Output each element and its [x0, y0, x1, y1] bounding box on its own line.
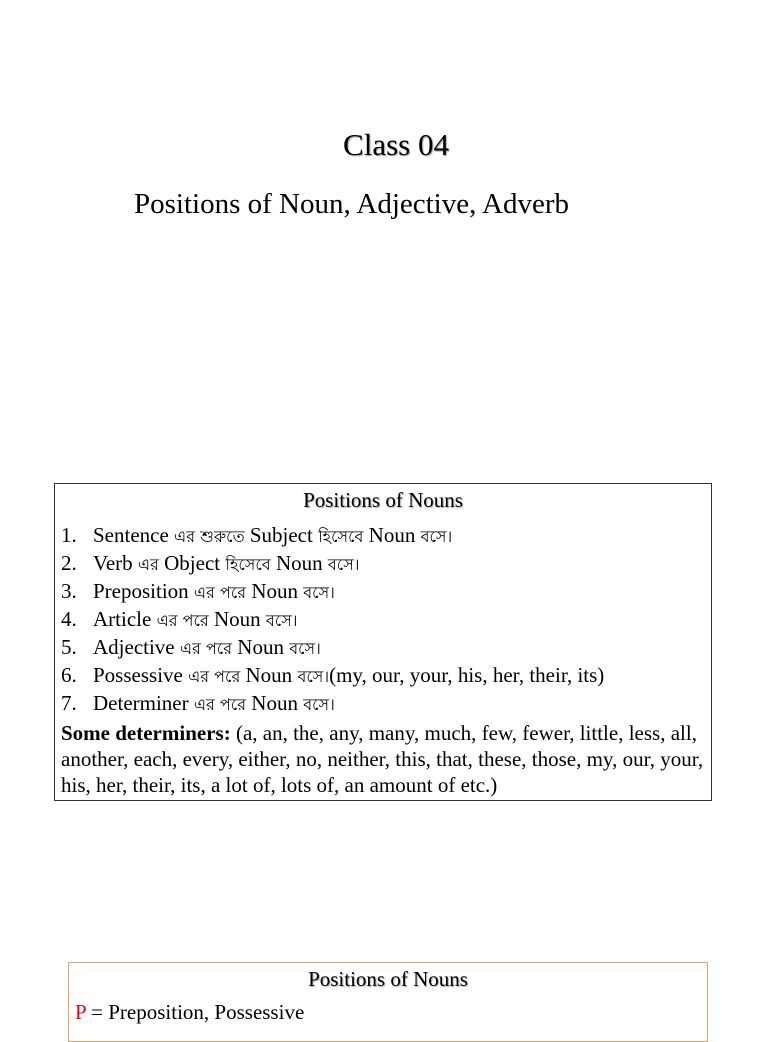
list-item — [61, 662, 705, 690]
positions-of-nouns-box-2 — [68, 962, 708, 1042]
item-number: 3. — [61, 579, 77, 603]
item-number: 2. — [61, 551, 77, 575]
box-heading: Positions of Nouns — [303, 488, 463, 512]
positions-of-nouns-box — [54, 483, 712, 801]
list-item — [61, 634, 705, 662]
note-text: (a, an, the, any, many, much, few, fewer, little, less, all, another, each, every, either, no, neither, this, that, these, those, my, our, your, his, her, their, its, a lot of, lots of, an amount of etc.) — [61, 721, 704, 797]
item-number: 7. — [61, 691, 77, 715]
item-text: Preposition এর পরে Noun বসে। — [93, 579, 335, 603]
note-label: Some determiners: — [61, 721, 231, 745]
list-item — [61, 690, 705, 718]
legend-row — [75, 999, 701, 1025]
item-text: Verb এর Object হিসেবে Noun বসে। — [93, 551, 360, 575]
item-number: 1. — [61, 523, 77, 547]
list-item — [61, 550, 705, 578]
item-text: Sentence এর শুরুতে Subject হিসেবে Noun বসে। — [93, 523, 453, 547]
list-item — [61, 606, 705, 634]
determiners-note — [61, 720, 705, 798]
noun-positions-list — [61, 522, 705, 718]
list-item — [61, 522, 705, 550]
legend-key: P — [75, 1000, 86, 1024]
list-item — [61, 578, 705, 606]
item-text: Possessive এর পরে Noun বসে।(my, our, your, his, her, their, its) — [93, 663, 605, 687]
item-number: 5. — [61, 635, 77, 659]
item-text: Determiner এর পরে Noun বসে। — [93, 691, 335, 715]
legend-text: = Preposition, Possessive — [85, 1000, 305, 1024]
item-text: Article এর পরে Noun বসে। — [93, 607, 298, 631]
page-title: Class 04 — [343, 127, 449, 162]
box-heading: Positions of Nouns — [308, 967, 468, 991]
item-number: 4. — [61, 607, 77, 631]
item-number: 6. — [61, 663, 77, 687]
item-text: Adjective এর পরে Noun বসে। — [93, 635, 321, 659]
page-subtitle: Positions of Noun, Adjective, Adverb — [134, 188, 569, 220]
